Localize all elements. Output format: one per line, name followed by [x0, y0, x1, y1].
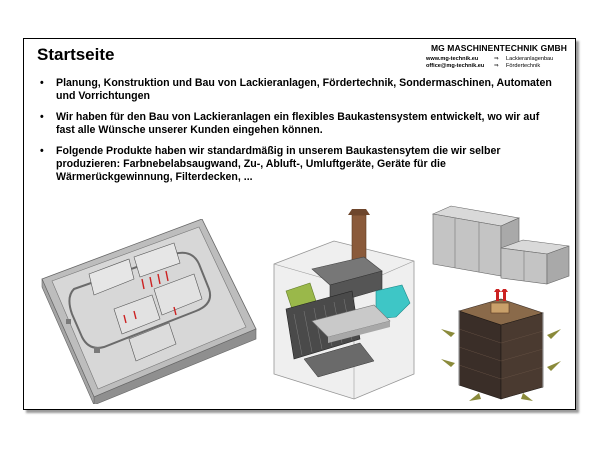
service-item	[494, 63, 553, 70]
contact-block	[426, 56, 484, 69]
email-link[interactable]: office@mg-technik.eu	[426, 62, 485, 69]
filter-ceiling-unit-illustration	[439, 289, 564, 409]
page-title: Startseite	[37, 45, 115, 64]
bullet-icon: •	[40, 77, 44, 89]
bullet-item	[40, 77, 560, 102]
arrow-right-icon: ⇒	[494, 56, 499, 62]
slide-frame	[23, 38, 576, 410]
paint-shop-layout-illustration	[34, 219, 264, 404]
bullet-text: Folgende Produkte haben wir standardmäßig in unserem Baukastensytem die wir selber produzieren: Farbnebelabsaugwand, Zu-, Abluft-, Umluftgeräte, Geräte für die Wärmerückgewinnung, Filterdecken, ...	[56, 145, 501, 183]
air-handling-units-illustration	[429, 204, 574, 289]
service-label: Lackieranlagenbau	[506, 56, 554, 62]
bullet-icon: •	[40, 111, 44, 124]
bullet-item	[40, 111, 560, 136]
company-name: MG MASCHINENTECHNIK GMBH	[430, 43, 567, 53]
website-link[interactable]: www.mg-technik.eu	[426, 56, 479, 62]
bullet-list	[40, 77, 560, 192]
service-label: Fördertechnik	[506, 62, 541, 69]
bullet-item	[40, 145, 560, 183]
services-block	[494, 56, 553, 69]
spray-booth-illustration	[264, 209, 424, 404]
bullet-text: Wir haben für den Bau von Lackieranlagen ein flexibles Baukastensystem entwickelt, wo wir auf fast alle Wünsche unserer Kunden eingehen können.	[56, 111, 540, 136]
bullet-icon: •	[40, 145, 44, 158]
arrow-right-icon: ⇒	[494, 62, 499, 69]
bullet-text: Planung, Konstruktion und Bau von Lackieranlagen, Fördertechnik, Sondermaschinen, Automaten und Vorrichtungen	[56, 77, 552, 102]
